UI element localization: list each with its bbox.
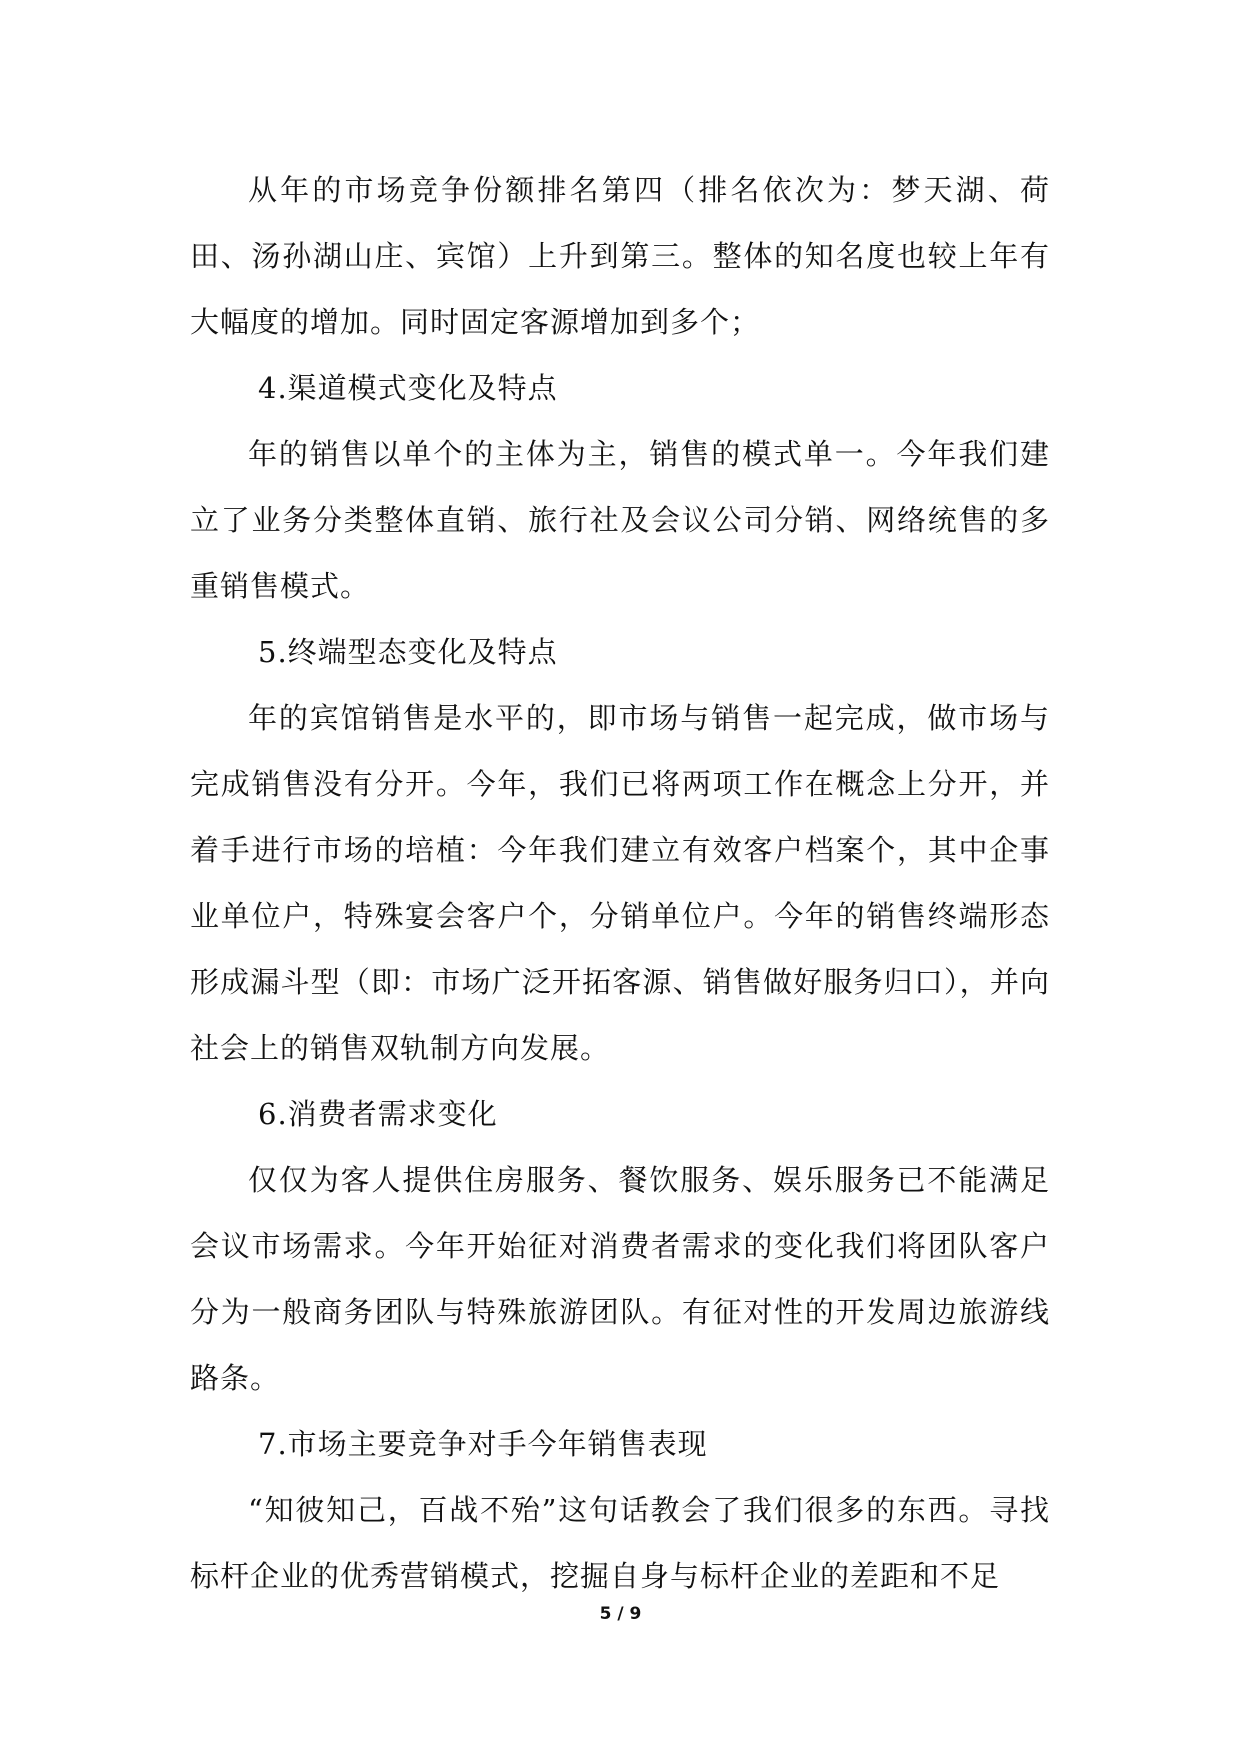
paragraph-channel-model: 年的销售以单个的主体为主，销售的模式单一。今年我们建立了业务分类整体直销、旅行社及会议公司分销、网络统售的多重销售模式。	[190, 437, 1050, 603]
heading-consumer-demand: 6.消费者需求变化	[258, 1097, 498, 1131]
paragraph-competitors: “知彼知己，百战不殆”这句话教会了我们很多的东西。寻找标杆企业的优秀营销模式，挖掘自身与标杆企业的差距和不足	[190, 1493, 1050, 1593]
heading-terminal-form: 5.终端型态变化及特点	[258, 635, 558, 669]
page-number: 5 / 9	[599, 1604, 642, 1624]
document-body	[190, 157, 1050, 1609]
paragraph-consumer-demand: 仅仅为客人提供住房服务、餐饮服务、娱乐服务已不能满足会议市场需求。今年开始征对消费者需求的变化我们将团队客户分为一般商务团队与特殊旅游团队。有征对性的开发周边旅游线路条。	[190, 1163, 1050, 1395]
heading-competitors: 7.市场主要竞争对手今年销售表现	[258, 1427, 708, 1461]
paragraph-market-share: 从年的市场竞争份额排名第四（排名依次为：梦天湖、荷田、汤孙湖山庄、宾馆）上升到第三。整体的知名度也较上年有大幅度的增加。同时固定客源增加到多个；	[190, 173, 1050, 339]
heading-channel-model: 4.渠道模式变化及特点	[258, 371, 558, 405]
paragraph-terminal-form: 年的宾馆销售是水平的，即市场与销售一起完成，做市场与完成销售没有分开。今年，我们已将两项工作在概念上分开，并着手进行市场的培植：今年我们建立有效客户档案个，其中企事业单位户，特殊宴会客户个，分销单位户。今年的销售终端形态形成漏斗型（即：市场广泛开拓客源、销售做好服务归口），并向社会上的销售双轨制方向发展。	[190, 701, 1050, 1065]
